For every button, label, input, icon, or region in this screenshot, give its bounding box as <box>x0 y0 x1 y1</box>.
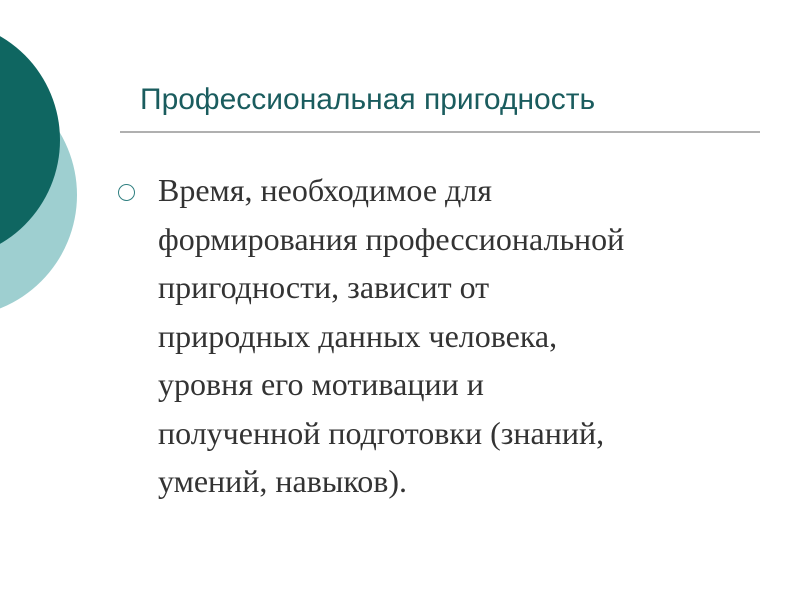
bullet-line: Время, необходимое для <box>158 172 492 208</box>
bullet-list <box>118 166 758 506</box>
title-divider <box>120 131 760 133</box>
bullet-line: пригодности, зависит от <box>158 269 490 305</box>
bullet-line: полученной подготовки (знаний, <box>158 414 605 451</box>
bullet-line: формирования профессиональной <box>158 220 625 257</box>
bullet-line: умений, навыков). <box>158 463 408 499</box>
list-item <box>118 166 758 506</box>
bullet-line: уровня его мотивации и <box>158 366 484 402</box>
bullet-line: природных данных человека, <box>158 317 558 354</box>
bullet-text <box>158 166 758 506</box>
slide-title: Профессиональная пригодность <box>140 83 596 116</box>
hollow-circle-icon <box>118 184 135 201</box>
